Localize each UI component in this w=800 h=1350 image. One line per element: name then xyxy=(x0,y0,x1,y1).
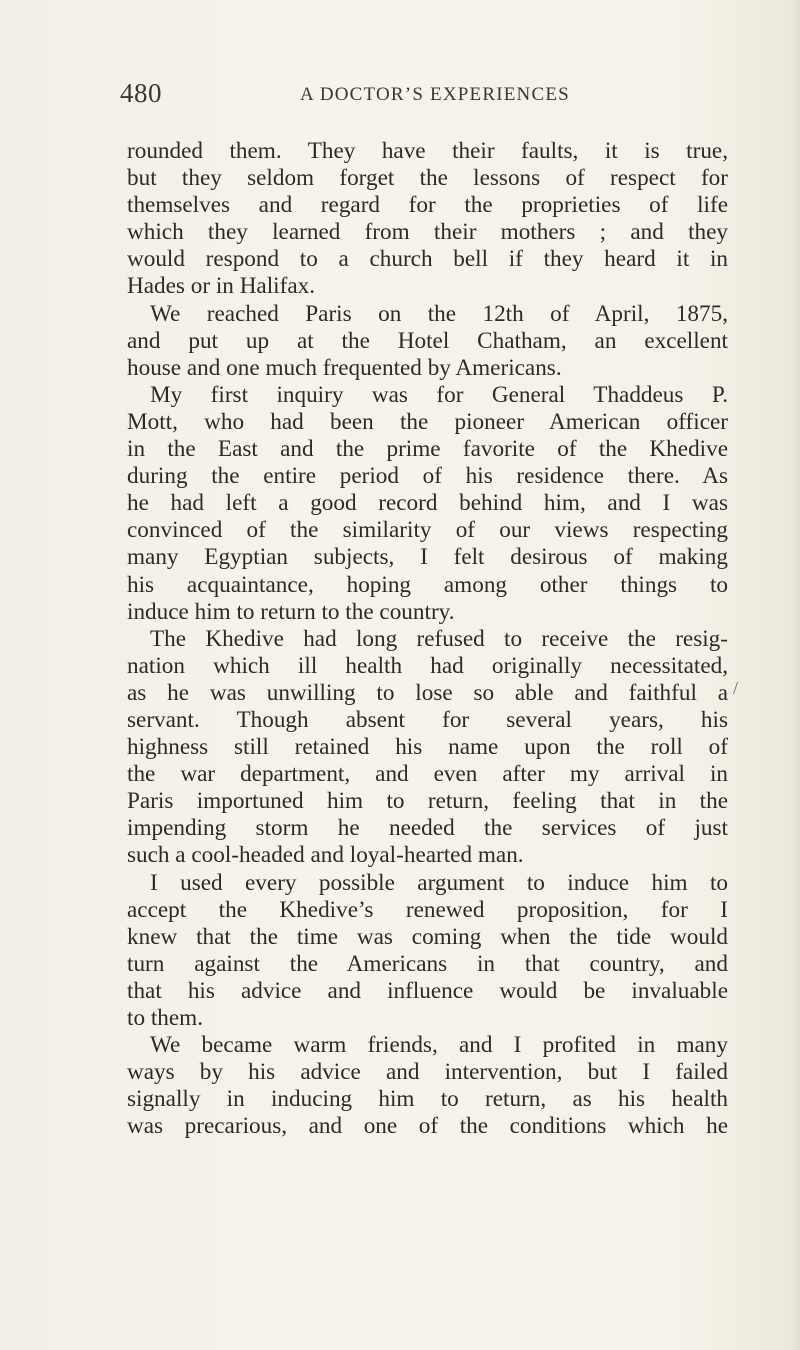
text-line-1: rounded them. They have their faults, it is true, xyxy=(127,138,728,164)
text-line-20: nation which ill health had originally necessitated, xyxy=(127,652,728,679)
text-line-34: We became warm friends, and I profited in many xyxy=(150,1032,728,1059)
text-line-21: as he was unwilling to lose so able and faithful a xyxy=(127,679,728,706)
text-line-12: in the East and the prime favorite of the Khedive xyxy=(127,436,728,463)
text-line-17: his acquaintance, hoping among other things to xyxy=(127,571,728,598)
text-line-13: during the entire period of his residence there. As xyxy=(127,463,728,490)
text-line-19: The Khedive had long refused to receive the resig- xyxy=(150,625,728,652)
text-line-2: but they seldom forget the lessons of respect for xyxy=(127,165,728,192)
text-line-4: which they learned from their mothers ; and they xyxy=(127,219,728,246)
text-line-10: My first inquiry was for General Thaddeus P. xyxy=(150,381,728,408)
text-line-8: and put up at the Hotel Chatham, an excellent xyxy=(127,327,728,354)
text-line-15: convinced of the similarity of our views respecting xyxy=(127,517,728,544)
page-number: 480 xyxy=(120,78,162,108)
text-line-16: many Egyptian subjects, I felt desirous of making xyxy=(127,544,728,571)
text-line-5: would respond to a church bell if they heard it in xyxy=(127,246,728,273)
text-line-6: Hades or in Halifax. xyxy=(127,273,316,300)
running-head xyxy=(120,78,730,118)
text-line-7: We reached Paris on the 12th of April, 1875, xyxy=(150,300,728,327)
text-line-37: was precarious, and one of the conditions which he xyxy=(127,1113,728,1140)
running-title: A DOCTOR’S EXPERIENCES xyxy=(300,84,570,105)
text-line-31: turn against the Americans in that country, and xyxy=(127,950,728,977)
text-line-18: induce him to return to the country. xyxy=(127,598,455,625)
text-line-32: that his advice and influence would be invaluable xyxy=(127,977,728,1004)
text-line-27: such a cool-headed and loyal-hearted man. xyxy=(127,842,524,869)
text-line-23: highness still retained his name upon the roll of xyxy=(127,734,728,761)
text-line-33: to them. xyxy=(127,1005,203,1031)
margin-mark: / xyxy=(733,678,739,698)
text-line-36: signally in inducing him to return, as his health xyxy=(127,1086,728,1113)
text-line-22: servant. Though absent for several years, his xyxy=(127,706,728,733)
text-line-3: themselves and regard for the proprieties of life xyxy=(127,192,728,219)
text-line-26: impending storm he needed the services of just xyxy=(127,815,728,842)
body-text xyxy=(127,138,728,1140)
text-line-29: accept the Khedive’s renewed proposition, for I xyxy=(127,896,728,923)
text-line-30: knew that the time was coming when the tide would xyxy=(127,923,728,950)
text-line-28: I used every possible argument to induce him to xyxy=(150,869,728,896)
text-line-25: Paris importuned him to return, feeling that in the xyxy=(127,788,728,815)
text-line-14: he had left a good record behind him, and I was xyxy=(127,490,728,517)
text-line-11: Mott, who had been the pioneer American officer xyxy=(127,408,728,435)
page-edge-shadow xyxy=(790,0,800,1350)
text-line-35: ways by his advice and intervention, but I failed xyxy=(127,1059,728,1086)
text-line-24: the war department, and even after my arrival in xyxy=(127,761,728,788)
text-line-9: house and one much frequented by Americans. xyxy=(127,354,562,381)
